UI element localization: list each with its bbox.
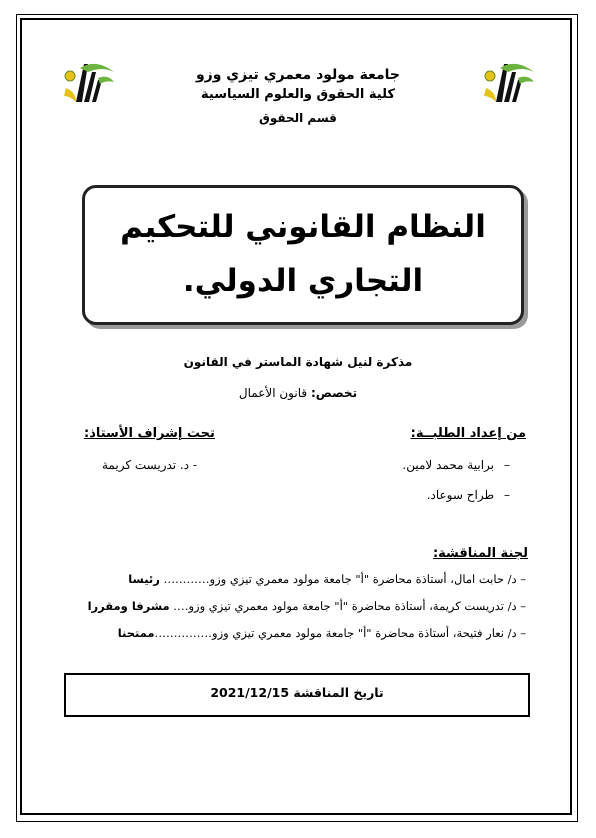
university-logo-right <box>482 58 536 106</box>
supervisor-name: - د. تدريست كريمة <box>102 458 197 472</box>
university-logo-left <box>62 58 116 106</box>
university-name: جامعة مولود معمري تيزي وزو <box>195 67 401 83</box>
student-item <box>402 458 510 472</box>
list-dash: – <box>504 488 510 502</box>
specialization-value: قانون الأعمال <box>238 386 308 400</box>
jury-member-role: ممتحنا <box>117 626 155 640</box>
jury-member-role: رئيسا <box>128 572 160 586</box>
institution-header <box>150 66 446 126</box>
memo-purpose: مذكرة لنيل شهادة الماستر في القانون <box>183 355 413 369</box>
jury-heading: لجنة المناقشة: <box>432 546 528 561</box>
student-item <box>427 488 510 502</box>
specialization-line <box>100 386 496 400</box>
list-dash: – <box>504 458 510 472</box>
jury-member-role: مشرفا ومقررا <box>87 599 170 613</box>
jury-member-text: – د/ تدريست كريمة، أستاذة محاضرة "أ" جامعة مولود معمري تيزي وزو…. <box>169 599 526 613</box>
department-name: قسم الحقوق <box>259 111 337 125</box>
faculty-name: كلية الحقوق والعلوم السياسية <box>201 87 395 102</box>
jury-member-row <box>64 572 526 586</box>
thesis-title-box <box>82 185 524 325</box>
student-name: طراح سوعاد. <box>426 488 494 502</box>
jury-member-row <box>64 599 526 613</box>
defense-date-box <box>64 673 530 717</box>
student-name: برابية محمد لامين. <box>402 458 494 472</box>
prepared-by-heading: من إعداد الطلبــة: <box>410 426 526 441</box>
supervisor-heading: تحت إشراف الأستاذ: <box>84 426 215 441</box>
jury-member-row <box>64 626 526 640</box>
specialization-label: تخصص: <box>310 386 358 400</box>
jury-member-text: – د/ نعار فتيحة، أستاذة محاضرة "أ" جامعة مولود معمري تيزي وزو…………… <box>154 626 526 640</box>
thesis-title: النظام القانوني للتحكيم التجاري الدولي. <box>120 209 486 299</box>
defense-date-label: تاريخ المناقشة <box>293 685 384 700</box>
defense-date-value: 2021/12/15 <box>210 685 290 700</box>
jury-member-text: – د/ حابت امال، أستاذة محاضرة "أ" جامعة مولود معمري تيزي وزو………… <box>159 572 526 586</box>
